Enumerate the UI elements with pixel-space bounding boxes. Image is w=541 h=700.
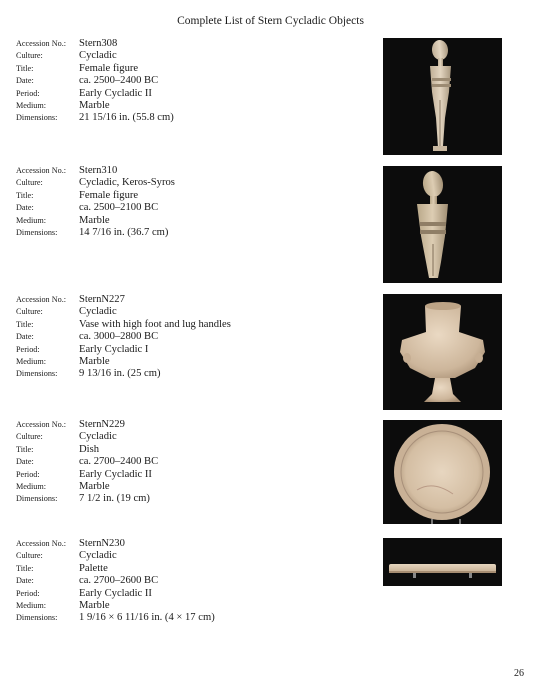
accession-row <box>16 294 376 306</box>
period-row <box>16 344 376 356</box>
period-label: Period: <box>16 344 40 354</box>
title-row <box>16 563 376 575</box>
period-value: Early Cycladic II <box>79 587 152 599</box>
period-label: Period: <box>16 588 40 598</box>
catalog-entry <box>16 538 376 625</box>
date-label: Date: <box>16 332 34 342</box>
medium-label: Medium: <box>16 100 47 110</box>
dimensions-label: Dimensions: <box>16 613 58 623</box>
culture-value: Cycladic <box>79 50 117 62</box>
accession-label: Accession No.: <box>16 295 67 304</box>
culture-value: Cycladic <box>79 550 117 562</box>
date-label: Date: <box>16 457 34 467</box>
date-label: Date: <box>16 576 34 586</box>
title-value: Palette <box>79 562 108 574</box>
accession-value: Stern310 <box>79 165 118 176</box>
catalog-entry <box>16 165 376 239</box>
medium-value: Marble <box>79 214 110 226</box>
medium-label: Medium: <box>16 600 47 610</box>
date-value: ca. 2700–2600 BC <box>79 575 159 587</box>
dimensions-value: 1 9/16 × 6 11/16 in. (4 × 17 cm) <box>79 612 215 624</box>
date-value: ca. 2700–2400 BC <box>79 456 159 468</box>
title-row <box>16 444 376 456</box>
culture-row <box>16 177 376 189</box>
medium-value: Marble <box>79 99 110 111</box>
period-row <box>16 588 376 600</box>
medium-row <box>16 356 376 368</box>
culture-label: Culture: <box>16 51 43 61</box>
culture-label: Culture: <box>16 432 43 442</box>
catalog-entry <box>16 419 376 506</box>
date-row <box>16 202 376 214</box>
culture-value: Cycladic, Keros-Syros <box>79 177 175 189</box>
medium-row <box>16 600 376 612</box>
period-value: Early Cycladic I <box>79 343 149 355</box>
title-row <box>16 190 376 202</box>
title-label: Title: <box>16 444 34 454</box>
date-value: ca. 2500–2100 BC <box>79 202 159 214</box>
date-row <box>16 456 376 468</box>
culture-label: Culture: <box>16 178 43 188</box>
date-row <box>16 575 376 587</box>
accession-value: SternN230 <box>79 538 125 549</box>
medium-row <box>16 215 376 227</box>
period-row <box>16 88 376 100</box>
photo-marble-palette <box>383 538 502 586</box>
medium-row <box>16 100 376 112</box>
accession-row <box>16 165 376 177</box>
culture-row <box>16 50 376 62</box>
culture-label: Culture: <box>16 551 43 561</box>
date-label: Date: <box>16 76 34 86</box>
period-row <box>16 469 376 481</box>
culture-row <box>16 431 376 443</box>
culture-value: Cycladic <box>79 306 117 318</box>
dimensions-label: Dimensions: <box>16 227 58 237</box>
dimensions-label: Dimensions: <box>16 369 58 379</box>
accession-value: Stern308 <box>79 38 118 49</box>
dimensions-value: 7 1/2 in. (19 cm) <box>79 493 150 505</box>
title-value: Female figure <box>79 62 139 74</box>
medium-value: Marble <box>79 599 110 611</box>
accession-label: Accession No.: <box>16 166 67 175</box>
period-value: Early Cycladic II <box>79 87 152 99</box>
period-label: Period: <box>16 88 40 98</box>
culture-label: Culture: <box>16 307 43 317</box>
medium-row <box>16 481 376 493</box>
accession-row <box>16 38 376 50</box>
date-label: Date: <box>16 203 34 213</box>
marble-palette-image <box>383 538 502 586</box>
dimensions-value: 9 13/16 in. (25 cm) <box>79 368 161 380</box>
date-row <box>16 331 376 343</box>
accession-row <box>16 538 376 550</box>
title-label: Title: <box>16 319 34 329</box>
page-number: 26 <box>514 668 524 679</box>
medium-value: Marble <box>79 480 110 492</box>
title-label: Title: <box>16 63 34 73</box>
medium-value: Marble <box>79 355 110 367</box>
medium-label: Medium: <box>16 356 47 366</box>
dimensions-value: 14 7/16 in. (36.7 cm) <box>79 226 169 238</box>
accession-value: SternN229 <box>79 419 125 430</box>
accession-label: Accession No.: <box>16 420 67 429</box>
dimensions-value: 21 15/16 in. (55.8 cm) <box>79 112 174 124</box>
photo-standing-female-figurine <box>383 38 502 155</box>
accession-row <box>16 419 376 431</box>
period-label: Period: <box>16 469 40 479</box>
dimensions-row <box>16 612 376 624</box>
accession-value: SternN227 <box>79 294 125 305</box>
title-row <box>16 319 376 331</box>
photo-marble-dish <box>383 420 502 524</box>
title-value: Vase with high foot and lug handles <box>79 318 231 330</box>
catalog-entry <box>16 38 376 125</box>
photo-female-figurine-folded-arms <box>383 166 502 283</box>
date-value: ca. 2500–2400 BC <box>79 75 159 87</box>
culture-value: Cycladic <box>79 431 117 443</box>
catalog-entry <box>16 294 376 381</box>
date-value: ca. 3000–2800 BC <box>79 331 159 343</box>
marble-footed-vase-image <box>383 294 502 410</box>
dimensions-row <box>16 368 376 380</box>
medium-label: Medium: <box>16 481 47 491</box>
title-row <box>16 63 376 75</box>
dimensions-label: Dimensions: <box>16 494 58 504</box>
title-value: Dish <box>79 443 100 455</box>
dimensions-row <box>16 227 376 239</box>
date-row <box>16 75 376 87</box>
standing-female-figurine-image <box>383 38 502 155</box>
title-label: Title: <box>16 190 34 200</box>
photo-marble-footed-vase <box>383 294 502 410</box>
accession-label: Accession No.: <box>16 539 67 548</box>
page-title: Complete List of Stern Cycladic Objects <box>177 15 364 27</box>
marble-dish-image <box>383 420 502 524</box>
dimensions-row <box>16 112 376 124</box>
title-value: Female figure <box>79 189 139 201</box>
medium-label: Medium: <box>16 215 47 225</box>
culture-row <box>16 306 376 318</box>
dimensions-row <box>16 493 376 505</box>
dimensions-label: Dimensions: <box>16 113 58 123</box>
culture-row <box>16 550 376 562</box>
female-figurine-folded-arms-image <box>383 166 502 283</box>
title-label: Title: <box>16 563 34 573</box>
accession-label: Accession No.: <box>16 39 67 48</box>
period-value: Early Cycladic II <box>79 468 152 480</box>
